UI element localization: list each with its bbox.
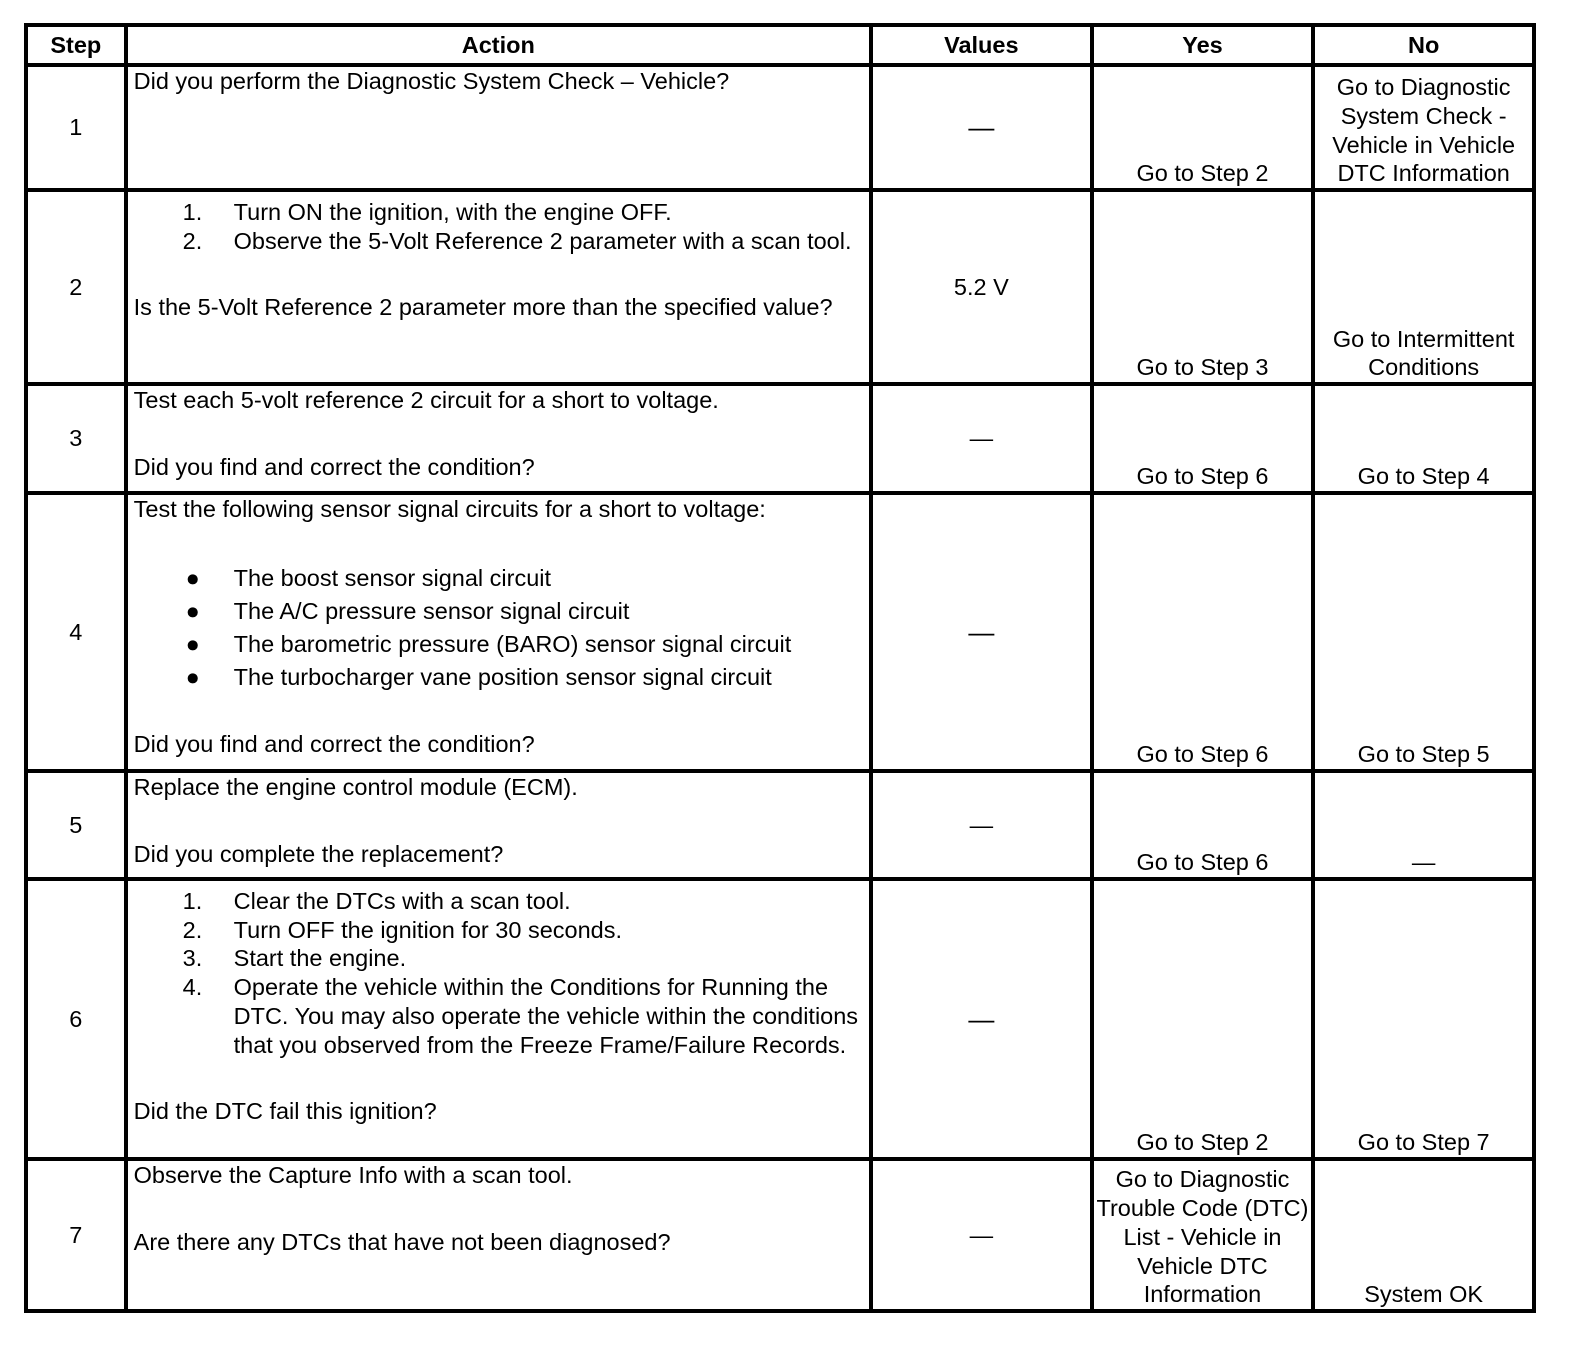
- list-item: [134, 227, 865, 256]
- no-cell: Go to Step 4: [1313, 384, 1534, 493]
- bullet-icon: ●: [185, 564, 200, 591]
- action-cell: [126, 771, 871, 879]
- table-row-step-1: [26, 65, 1534, 190]
- value-cell: —: [871, 493, 1092, 771]
- header-step: Step: [26, 25, 126, 65]
- list-number: 2.: [182, 916, 203, 943]
- list-text: Turn ON the ignition, with the engine OFF.: [233, 199, 672, 225]
- value-cell: —: [871, 384, 1092, 493]
- value-cell: 5.2 V: [871, 190, 1092, 384]
- value-cell: —: [871, 65, 1092, 190]
- list-item: [134, 944, 865, 973]
- question-text: Did you find and correct the condition?: [133, 453, 535, 480]
- action-cell: [126, 65, 871, 190]
- yes-cell: Go to Step 3: [1092, 190, 1314, 384]
- diagnostic-table: [24, 23, 1536, 1313]
- header-values: Values: [871, 25, 1092, 65]
- yes-cell: Go to Step 2: [1092, 65, 1314, 190]
- step-number: 3: [26, 384, 126, 493]
- yes-cell: Go to Step 6: [1092, 493, 1314, 771]
- yes-cell: Go to Step 6: [1092, 771, 1314, 879]
- step-number: 5: [26, 771, 126, 879]
- list-text: Clear the DTCs with a scan tool.: [233, 888, 571, 914]
- question-text: Did you complete the replacement?: [133, 840, 504, 867]
- header-yes: Yes: [1092, 25, 1314, 65]
- table-row-step-2: [26, 190, 1534, 384]
- action-text: Replace the engine control module (ECM).: [133, 774, 578, 800]
- no-cell: Go to Diagnostic System Check - Vehicle in Vehicle DTC Information: [1313, 65, 1534, 190]
- no-cell: Go to Step 5: [1313, 493, 1534, 771]
- list-item: [134, 562, 865, 595]
- question-text: Are there any DTCs that have not been diagnosed?: [133, 1228, 671, 1255]
- list-number: 4.: [182, 974, 203, 1001]
- list-item: [134, 661, 865, 694]
- value-cell: —: [871, 1159, 1092, 1311]
- list-number: 1.: [182, 199, 203, 225]
- instruction-list: [134, 198, 865, 255]
- list-text: The boost sensor signal circuit: [233, 564, 552, 591]
- action-cell: [126, 190, 871, 384]
- header-action: Action: [126, 25, 871, 65]
- list-text: The barometric pressure (BARO) sensor signal circuit: [233, 630, 792, 657]
- list-text: The A/C pressure sensor signal circuit: [233, 597, 630, 624]
- list-number: 1.: [182, 888, 203, 914]
- no-cell: —: [1313, 771, 1534, 879]
- list-number: 2.: [182, 227, 203, 254]
- table-row-step-4: [26, 493, 1534, 771]
- action-text: Observe the Capture Info with a scan tool.: [133, 1162, 573, 1188]
- no-cell: Go to Intermittent Conditions: [1313, 190, 1534, 384]
- step-number: 7: [26, 1159, 126, 1311]
- no-cell: Go to Step 7: [1313, 879, 1534, 1159]
- action-text: Did you perform the Diagnostic System Check – Vehicle?: [133, 68, 730, 94]
- list-item: [134, 916, 865, 945]
- list-text: Operate the vehicle within the Conditions for Running the DTC. You may also operate the vehicle within the conditions that you observed from the Freeze Frame/Failure Records.: [233, 974, 859, 1058]
- step-number: 2: [26, 190, 126, 384]
- action-text: Test the following sensor signal circuits for a short to voltage:: [133, 496, 766, 522]
- bullet-icon: ●: [185, 597, 200, 624]
- list-text: Observe the 5-Volt Reference 2 parameter with a scan tool.: [233, 227, 852, 254]
- yes-cell: Go to Step 2: [1092, 879, 1314, 1159]
- step-number: 6: [26, 879, 126, 1159]
- yes-cell: Go to Step 6: [1092, 384, 1314, 493]
- bullet-icon: ●: [185, 630, 200, 657]
- table-row-step-5: [26, 771, 1534, 879]
- list-item: [134, 198, 865, 227]
- table-row-step-6: [26, 879, 1534, 1159]
- step-number: 4: [26, 493, 126, 771]
- action-cell: [126, 493, 871, 771]
- list-item: [134, 628, 865, 661]
- list-item: [134, 887, 865, 916]
- step-number: 1: [26, 65, 126, 190]
- question-text: Did you find and correct the condition?: [133, 730, 535, 757]
- value-cell: —: [871, 879, 1092, 1159]
- list-text: Turn OFF the ignition for 30 seconds.: [233, 916, 623, 943]
- question-text: Did the DTC fail this ignition?: [133, 1098, 437, 1125]
- list-text: The turbocharger vane position sensor signal circuit: [233, 663, 772, 690]
- table-row-step-3: [26, 384, 1534, 493]
- header-no: No: [1313, 25, 1534, 65]
- value-cell: —: [871, 771, 1092, 879]
- action-cell: [126, 879, 871, 1159]
- action-cell: [126, 384, 871, 493]
- circuit-list: [134, 562, 865, 694]
- action-text: Test each 5-volt reference 2 circuit for a short to voltage.: [133, 387, 719, 413]
- header-row: [26, 25, 1534, 65]
- no-cell: System OK: [1313, 1159, 1534, 1311]
- list-item: [134, 973, 865, 1059]
- action-cell: [126, 1159, 871, 1311]
- yes-cell: Go to Diagnostic Trouble Code (DTC) List - Vehicle in Vehicle DTC Information: [1092, 1159, 1314, 1311]
- question-text: Is the 5-Volt Reference 2 parameter more than the specified value?: [133, 294, 833, 321]
- bullet-icon: ●: [185, 663, 200, 690]
- list-item: [134, 595, 865, 628]
- instruction-list: [134, 887, 865, 1059]
- table-row-step-7: [26, 1159, 1534, 1311]
- list-number: 3.: [182, 945, 203, 972]
- list-text: Start the engine.: [233, 945, 407, 972]
